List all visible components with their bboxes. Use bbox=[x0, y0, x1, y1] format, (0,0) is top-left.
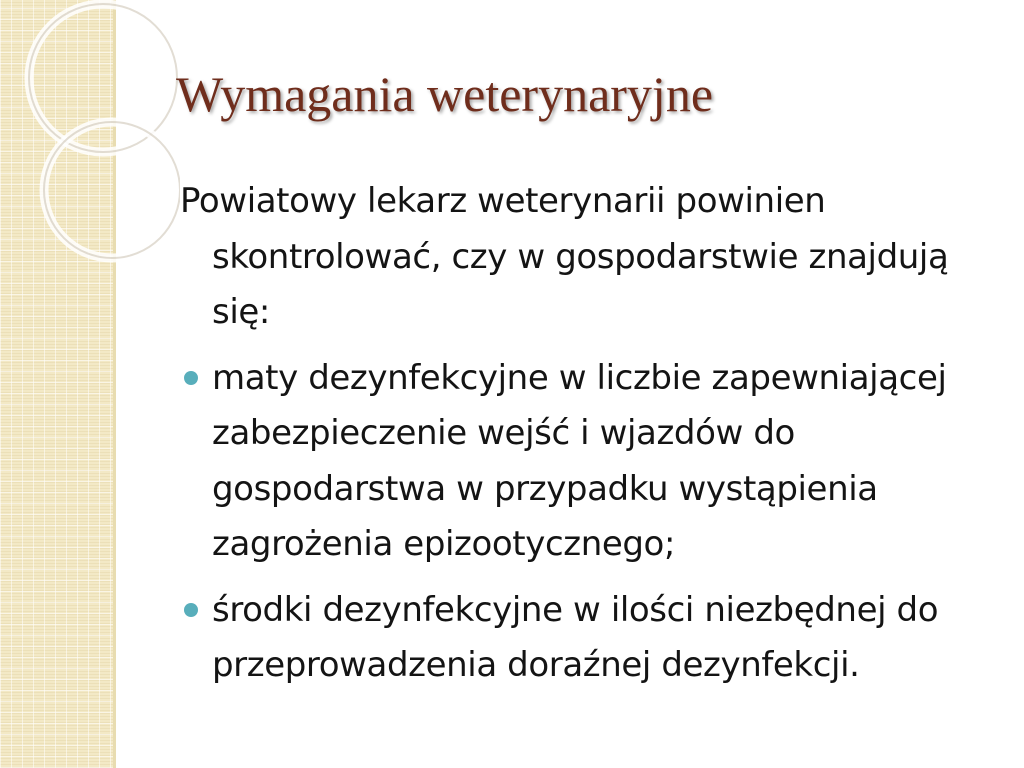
decorative-rings-icon bbox=[0, 0, 180, 300]
intro-paragraph: Powiatowy lekarz weterynarii powinien skontrolować, czy w gospodarstwie znajdują się: bbox=[180, 181, 949, 332]
bullet-item-2 bbox=[180, 583, 1000, 694]
bullet-dot-icon bbox=[184, 603, 198, 617]
slide-body bbox=[180, 174, 1000, 694]
slide-title: Wymagania weterynaryjne bbox=[176, 66, 714, 122]
bullet-item-1 bbox=[180, 351, 1000, 573]
bullet-text-2: środki dezynfekcyjne w ilości niezbędnej do przeprowadzenia doraźnej dezynfekcji. bbox=[212, 589, 939, 685]
bullet-dot-icon bbox=[184, 371, 198, 385]
bullet-text-1: maty dezynfekcyjne w liczbie zapewniającej zabezpieczenie wejść i wjazdów do gospodarstwa w przypadku wystąpienia zagrożenia epizootycznego; bbox=[212, 357, 947, 564]
